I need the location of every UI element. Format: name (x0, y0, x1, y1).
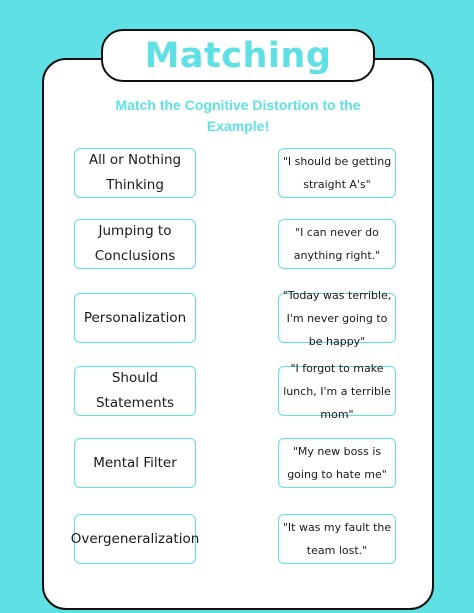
distortion-box[interactable]: Mental Filter (74, 438, 196, 488)
distortion-box[interactable]: Should Statements (74, 366, 196, 416)
example-box[interactable]: "Today was terrible, I'm never going to be happy" (278, 293, 396, 343)
title-banner (101, 29, 375, 82)
example-box[interactable]: "It was my fault the team lost." (278, 514, 396, 564)
instructions: Match the Cognitive Distortion to the Example! (115, 97, 361, 134)
distortion-box[interactable]: Overgeneralization (74, 514, 196, 564)
example-box[interactable]: "I can never do anything right." (278, 219, 396, 269)
example-box[interactable]: "My new boss is going to hate me" (278, 438, 396, 488)
example-box[interactable]: "I should be getting straight A's" (278, 148, 396, 198)
distortion-box[interactable]: Personalization (74, 293, 196, 343)
page-title: Matching (144, 35, 332, 76)
example-box[interactable]: "I forgot to make lunch, I'm a terrible mom" (278, 366, 396, 416)
distortion-box[interactable]: All or Nothing Thinking (74, 148, 196, 198)
distortion-box[interactable]: Jumping to Conclusions (74, 219, 196, 269)
